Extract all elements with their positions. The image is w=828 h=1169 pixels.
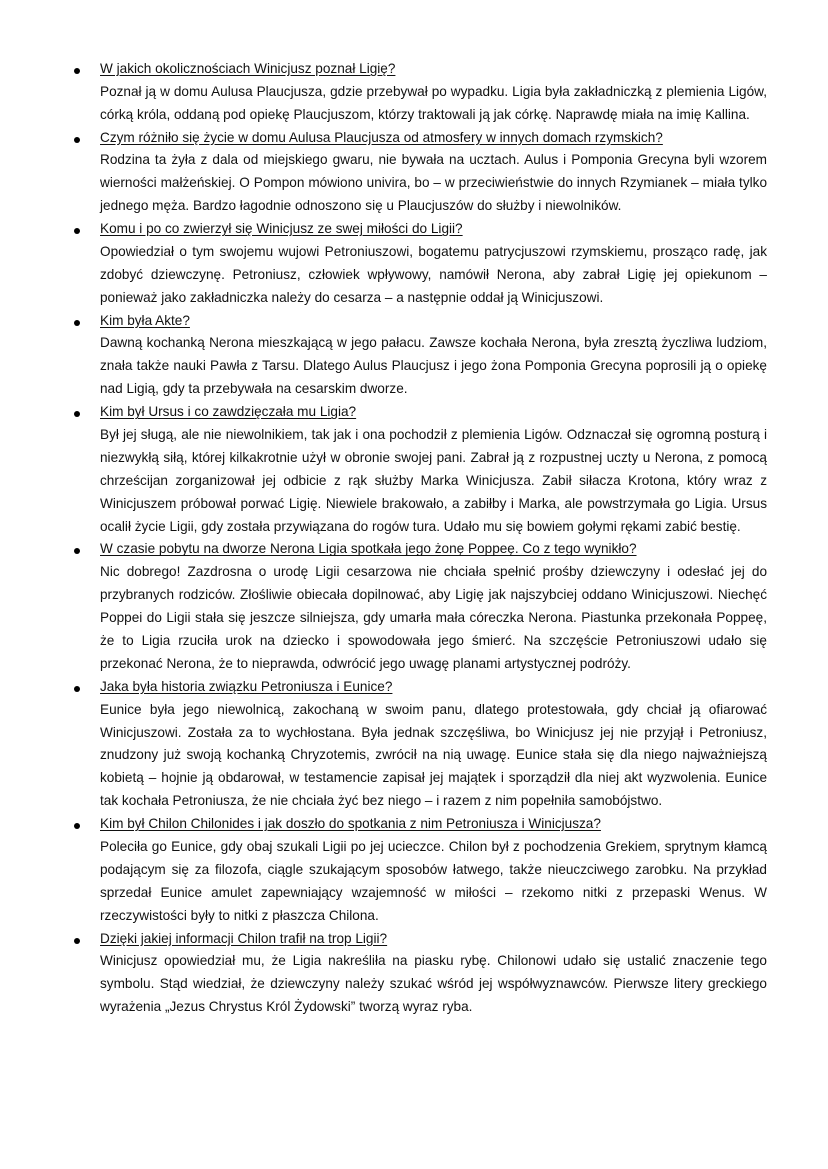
bullet-icon <box>74 137 80 143</box>
answer: Poznał ją w domu Aulusa Plaucjusza, gdzie przebywał po wypadku. Ligia była zakładniczką z plemienia Ligów, córką króla, oddaną pod opiekę Plaucjuszom, którzy traktowali ją jak córkę. Naprawdę miała na imię Kallina. <box>100 83 767 122</box>
bullet-icon <box>74 686 80 692</box>
question: W jakich okolicznościach Winicjusz poznał Ligię? <box>100 61 396 76</box>
question: Czym różniło się życie w domu Aulusa Plaucjusza od atmosfery w innych domach rzymskich? <box>100 129 663 145</box>
answer: Rodzina ta żyła z dala od miejskiego gwaru, nie bywała na ucztach. Aulus i Pomponia Grecyna byli wzorem wierności małżeńskiej. O Pompon mówiono univira, bo – w przeciwieństwie do innych Rzymianek – miała tylko jednego męża. Bardzo łagodnie odnoszono się u Plaucjuszów do służby i niewolników. <box>100 152 767 214</box>
answer: Poleciła go Eunice, gdy obaj szukali Ligii po jej ucieczce. Chilon był z pochodzenia Grekiem, sprytnym kłamcą podającym się za filozofa, ciągle szukającym sposobów łatwego, także nieuczciwego zarobku. Na przykład sprzedał Eunice amulet zapewniający wzajemność w miłości – rzekomo nitki z przepaski Wenus. W rzeczywistości były to nitki z płaszcza Chilona. <box>100 838 767 923</box>
answer: Nic dobrego! Zazdrosna o urodę Ligii cesarzowa nie chciała spełnić prośby dziewczyny i odesłać jej do przybranych rodziców. Złośliwie obiecała dopilnować, aby Ligię jak najszybciej oddano Winicjuszowi. Niechęć Poppei do Ligii stała się jeszcze silniejsza, gdy umarła mała córeczka Nerona. Piastunka przekonała Poppeę, że to Ligia rzuciła urok na dziecko i spowodowała jego śmierć. Na szczęście Petroniuszowi udało się przekonać Nerona, że to nieprawda, odwrócić jego uwagę planami artystycznej podróży. <box>100 564 767 671</box>
answer: Dawną kochanką Nerona mieszkającą w jego pałacu. Zawsze kochała Nerona, była zresztą życzliwa ludziom, znała także nauki Pawła z Tarsu. Dlatego Aulus Plaucjusz i jego żona Pomponia Grecyna poprosili ją o opiekę nad Ligią, gdy ta przebywała na cesarskim dworze. <box>100 335 767 397</box>
question: W czasie pobytu na dworze Nerona Ligia spotkała jego żonę Poppeę. Co z tego wynikło? <box>100 541 637 557</box>
answer: Eunice była jego niewolnicą, zakochaną w swoim panu, dlatego protestowała, gdy chciał ją ofiarować Winicjuszowi. Została za to wychłostana. Była jednak szczęśliwa, bo Winicjusz jej nie przyjął i Petroniusz, znudzony już swoją kochanką Chryzotemis, zwrócił na nią uwagę. Eunice stała się dla niego najważniejszą kobietą – hojnie ją obdarował, w testamencie zapisał jej majątek i sporządził dla niej akt wyzwolenia. Eunice tak kochała Petroniusza, że nie chciała żyć bez niego – i razem z nim popełniła samobójstwo. <box>100 701 767 809</box>
bullet-icon <box>74 938 80 944</box>
answer: Był jej sługą, ale nie niewolnikiem, tak jak i ona pochodził z plemienia Ligów. Odznaczał się ogromną posturą i niezwykłą siłą, której kilkakrotnie użył w obronie swojej pani. Zabrał ją z rozpustnej uczty u Nerona, z pomocą chrześcijan zorganizował jej odbicie z rąk służby Marka Winicjusza. Zabił siłacza Krotona, który wraz z Winicjuszem próbował porwać Ligię. Niewiele brakowało, a zabiłby i Marka, ale powstrzymała go Ligia. Ursus ocalił życie Ligii, gdy została przywiązana do rogów tura. Udało mu się bowiem gołymi rękami zabić bestię. <box>100 426 767 534</box>
qa-item-8 <box>0 813 828 927</box>
question: Kim był Chilon Chilonides i jak doszło do spotkania z nim Petroniusza i Winicjusza? <box>100 816 601 832</box>
qa-item-1 <box>0 58 828 127</box>
question: Komu i po co zwierzył się Winicjusz ze swej miłości do Ligii? <box>100 221 463 237</box>
question: Dzięki jakiej informacji Chilon trafił na trop Ligii? <box>100 930 388 946</box>
answer: Opowiedział o tym swojemu wujowi Petroniuszowi, bogatemu patrycjuszowi rzymskiemu, prosząco radę, jak zdobyć dziewczynę. Petroniusz, człowiek wpływowy, namówił Nerona, aby zabrał Ligię jej opiekunom – ponieważ jako zakładniczka należy do cesarza – a następnie oddał ją Winicjuszowi. <box>100 243 767 305</box>
bullet-icon <box>74 68 80 74</box>
answer: Winicjusz opowiedział mu, że Ligia nakreśliła na piasku rybę. Chilonowi udało się ustalić znaczenie tego symbolu. Stąd wiedział, że dziewczyny należy szukać wśród jej współwyznawców. Pierwsze litery greckiego wyrażenia „Jezus Chrystus Król Żydowski” tworzą wyraz ryba. <box>100 953 767 1015</box>
document-page <box>0 58 828 1019</box>
bullet-icon <box>74 320 80 326</box>
qa-item-7 <box>0 676 828 813</box>
qa-item-2 <box>0 127 828 219</box>
qa-item-4 <box>0 310 828 402</box>
question: Jaka była historia związku Petroniusza i Eunice? <box>100 678 393 694</box>
question: Kim była Akte? <box>100 312 190 328</box>
qa-item-5 <box>0 401 828 538</box>
qa-item-3 <box>0 218 828 310</box>
qa-item-6 <box>0 538 828 675</box>
question: Kim był Ursus i co zawdzięczała mu Ligia? <box>100 404 357 420</box>
qa-item-9 <box>0 928 828 1020</box>
